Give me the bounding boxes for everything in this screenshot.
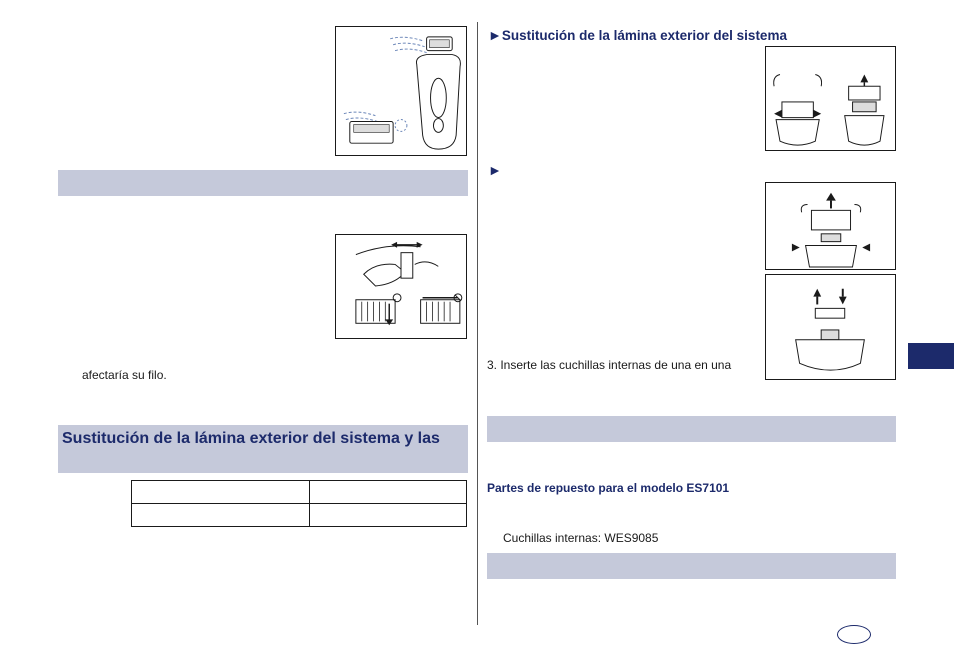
circle-ok-icon bbox=[393, 294, 401, 302]
column-divider bbox=[477, 22, 478, 625]
section-band-right-1 bbox=[487, 416, 896, 442]
figure-brush-cleaning bbox=[335, 234, 467, 339]
language-tab bbox=[908, 343, 954, 369]
section-band-left-1 bbox=[58, 170, 468, 196]
figure-remove-blades bbox=[765, 182, 896, 270]
inner-blades-text: Cuchillas internas: WES9085 bbox=[503, 531, 659, 545]
text-afectaria: afectaría su filo. bbox=[82, 368, 167, 382]
remove-blades-illustration bbox=[766, 183, 895, 269]
figure-insert-blades bbox=[765, 274, 896, 380]
section-heading-replace: Sustitución de la lámina exterior del sistema y las bbox=[62, 430, 440, 447]
parts-table bbox=[131, 480, 467, 527]
page-number-oval bbox=[837, 625, 871, 644]
table-cell bbox=[310, 504, 467, 527]
section-band-right-2 bbox=[487, 553, 896, 579]
parts-heading: Partes de repuesto para el modelo ES7101 bbox=[487, 481, 730, 495]
insert-blades-illustration bbox=[766, 275, 895, 379]
arrow-right-icon-2: ► bbox=[488, 162, 502, 178]
table-cell bbox=[310, 481, 467, 504]
brush-cleaning-illustration bbox=[336, 235, 466, 338]
subheading-replace-foil: ►Sustitución de la lámina exterior del sistema bbox=[488, 27, 787, 43]
shaver-cleaning-illustration bbox=[336, 27, 466, 155]
arrow-right-icon: ► bbox=[488, 27, 502, 43]
figure-remove-foil bbox=[765, 46, 896, 151]
step3-text: 3. Inserte las cuchillas internas de una en una bbox=[487, 358, 732, 372]
table-row bbox=[132, 481, 467, 504]
figure-shaver-cleaning bbox=[335, 26, 467, 156]
table-row bbox=[132, 504, 467, 527]
table-cell bbox=[132, 481, 310, 504]
remove-foil-illustration bbox=[766, 47, 895, 150]
table-cell bbox=[132, 504, 310, 527]
